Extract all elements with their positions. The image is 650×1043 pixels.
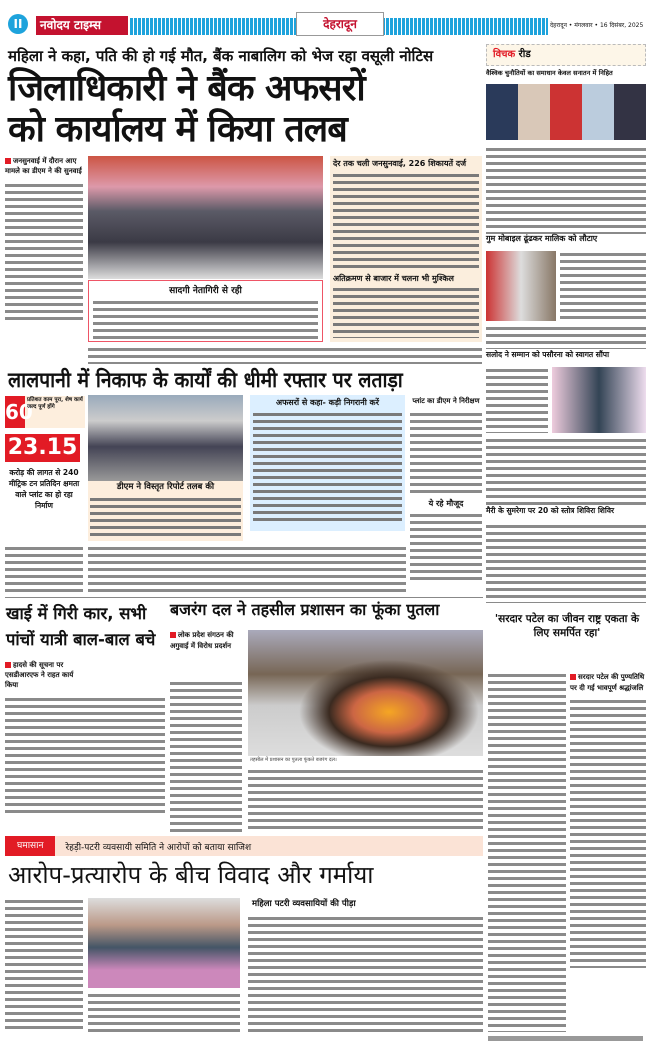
right-story4-head: मैरी के सुमरेगा पर 20 को स्तोत्र शिविरा शिविर: [486, 506, 615, 515]
bajrang-body: [170, 680, 242, 832]
patel-sub: सरदार पटेल की पुण्यतिथि पर दी गई भावपूर्ण श्रद्धांजलि: [570, 673, 645, 692]
right-story3-head: सलोद ने सम्मान को पसौरना को स्वागत सौंपा: [486, 350, 610, 359]
right-column: [486, 44, 646, 604]
car-headline-line-2: पांचों यात्री बाल-बाल बचे: [6, 630, 156, 649]
lead-headline-line-1: जिलाधिकारी ने बैंक अफसरों: [8, 68, 365, 109]
second-side-head-2: ये रहे मौजूद: [428, 499, 464, 508]
lead-photo-caption: सादगी नेतागिरी से रही: [169, 286, 242, 296]
car-story: [5, 660, 165, 832]
dateline: देहरादून • मंगलवार • 16 दिसंबर, 2025: [550, 21, 646, 29]
lead-photo-caption-box: [88, 280, 323, 342]
second-left-body: [5, 545, 83, 595]
bottom-headline: आरोप-प्रत्यारोप के बीच विवाद और गर्माया: [8, 861, 374, 889]
bajrang-photo: [248, 630, 483, 756]
second-body: [88, 545, 406, 593]
lead-box: [330, 156, 482, 342]
divider: [5, 597, 483, 598]
bottom-photo-1: [88, 898, 240, 988]
bottom-left-body: [5, 898, 83, 1033]
patel-quote: 'सरदार पटेल का जीवन राष्ट्र एकता के लिए समर्पित रहा': [494, 613, 640, 639]
second-side-head: प्लांट का डीएम ने निरीक्षण: [412, 397, 480, 405]
car-sub: हादसे की सूचना पर एसडीआरएफ ने राहत कार्य किया: [5, 661, 74, 689]
lead-side-head: जनसुनवाई में दौरान आए मामले का डीएम ने की सुनवाई: [5, 157, 82, 175]
banner: [5, 836, 483, 856]
second-side: [410, 396, 482, 594]
second-photo: [88, 395, 243, 481]
bajrang-sub: लोक प्रदेश संगठन की अगुवाई में विरोध प्रदर्शन: [170, 631, 234, 650]
right-sub: वैश्विक चुनौतियों का समाधान केवल सनातन में निहित: [486, 69, 613, 77]
right-photo-2: [486, 251, 556, 321]
second-photo-caption: डीएम ने विस्तृत रिपोर्ट तलब की: [116, 482, 215, 492]
lead-side-column: [5, 156, 83, 343]
patel-story: [488, 672, 646, 1032]
bajrang-photo-caption: तहसील में प्रशासन का पुतला फूंकते बजरंग दल।: [250, 757, 337, 763]
car-headline: [6, 601, 164, 653]
masthead-logo: नवोदय टाइम्स: [36, 16, 128, 35]
right-story2-head: गुम मोबाइल ढूंढकर मालिक को लौटाए: [486, 234, 598, 243]
lead-headline-line-2: को कार्यालय में किया तलब: [8, 109, 347, 150]
bajrang-body-2: [248, 768, 483, 832]
stat-23-15-text: करोड़ की लागत से 240 मीट्रिक टन प्रतिदिन क्षमता वाले प्लांट का हो रहा निर्माण: [8, 468, 80, 510]
bottom-photo-2: [488, 1036, 643, 1041]
lead-headline: [8, 68, 480, 150]
bajrang-headline: बजरंग दल ने तहसील प्रशासन का फूंका पुतला: [170, 600, 440, 619]
bottom-body-2: [248, 915, 483, 1033]
banner-text: रेहड़ी-पटरी व्यवसायी समिति ने आरोपों को बताया साजिश: [65, 842, 252, 853]
right-photo-3: [552, 367, 646, 433]
vichak-read-box: विचक रीड: [486, 44, 646, 66]
bottom-sub-head: महिला पटरी व्यवसायियों की पीड़ा: [252, 899, 356, 909]
second-caption-box: [88, 481, 243, 541]
blue-box-head: अफसरों से कहा- कड़ी निगरानी करें: [276, 398, 379, 407]
lead-body-row: [88, 346, 482, 364]
stat-60: 60 प्रतिशत काम पूरा, शेष कार्य जल्द पूर्ण होंगे: [5, 396, 85, 428]
box-head-2: अतिक्रमण से बाजार में चलना भी मुश्किल: [333, 274, 454, 284]
lead-kicker: महिला ने कहा, पति की हो गई मौत, बैंक नाबालिग को भेज रहा वसूली नोटिस: [8, 47, 434, 65]
lead-photo: [88, 156, 323, 279]
banner-tag: घमासान: [5, 836, 55, 856]
box-head: देर तक चली जनसुनवाई, 226 शिकायतें दर्ज: [333, 159, 467, 168]
bottom-body-1: [88, 992, 240, 1032]
page-number-badge: II: [8, 14, 28, 34]
right-photo: [486, 84, 646, 140]
second-blue-box: [250, 395, 405, 531]
car-headline-line-1: खाई में गिरी कार, सभी: [6, 604, 147, 623]
page-header: [0, 10, 650, 40]
city-label: देहरादून: [296, 12, 384, 36]
second-headline: लालपानी में निकाफ के कार्यों की धीमी रफ्तार पर लताड़ा: [8, 368, 403, 392]
stat-23-15: 23.15: [5, 434, 80, 462]
